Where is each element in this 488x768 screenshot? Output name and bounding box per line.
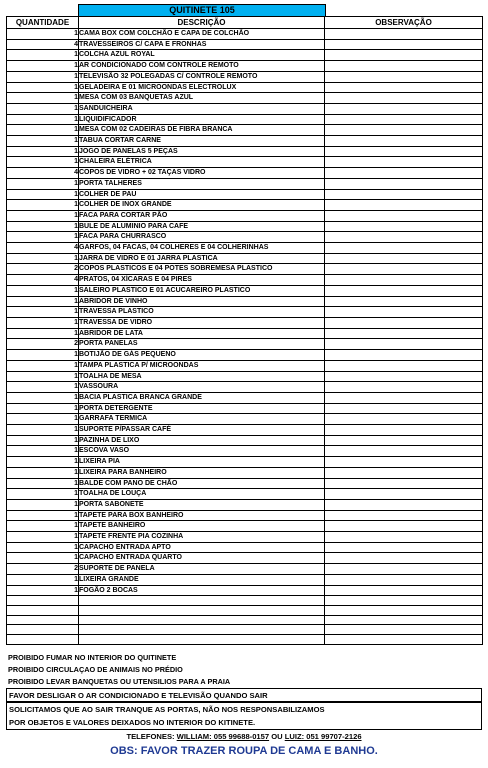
table-row — [7, 29, 483, 40]
row-description: SALEIRO PLASTICO E 01 ACUCAREIRO PLASTICO — [79, 285, 325, 296]
table-row — [7, 392, 483, 403]
row-description: MESA COM 02 CADEIRAS DE FIBRA BRANCA — [79, 125, 325, 136]
row-description: CAMA BOX COM COLCHÃO E CAPA DE COLCHÃO — [79, 29, 325, 40]
row-description: COLCHA AZUL ROYAL — [79, 50, 325, 61]
row-observation[interactable] — [325, 467, 483, 478]
row-observation[interactable] — [325, 635, 483, 645]
row-description: TOALHA DE MESA — [79, 371, 325, 382]
rule-no-animals: PROIBIDO CIRCULAÇAO DE ANIMAIS NO PRÉDIO — [8, 665, 183, 674]
row-description: BACIA PLASTICA BRANCA GRANDE — [79, 392, 325, 403]
row-description: ESCOVA VASO — [79, 446, 325, 457]
obs-footer: OBS: FAVOR TRAZER ROUPA DE CAMA E BANHO. — [110, 745, 378, 757]
row-quantity: 1 — [7, 50, 79, 61]
row-description: BOTIJÃO DE GÁS PEQUENO — [79, 350, 325, 361]
table-row — [7, 553, 483, 564]
row-observation[interactable] — [325, 168, 483, 179]
table-row — [7, 39, 483, 50]
table-row — [7, 521, 483, 532]
row-quantity: 1 — [7, 425, 79, 436]
row-observation[interactable] — [325, 307, 483, 318]
row-observation[interactable] — [325, 489, 483, 500]
row-description: CAPACHO ENTRADA APTO — [79, 542, 325, 553]
table-row — [7, 542, 483, 553]
row-quantity: 1 — [7, 29, 79, 40]
row-quantity — [7, 625, 79, 635]
table-row — [7, 232, 483, 243]
row-quantity: 1 — [7, 253, 79, 264]
table-row — [7, 221, 483, 232]
row-observation[interactable] — [325, 532, 483, 543]
phones-separator: OU — [269, 732, 285, 741]
row-observation[interactable] — [325, 596, 483, 606]
row-quantity: 1 — [7, 189, 79, 200]
row-quantity: 1 — [7, 435, 79, 446]
row-quantity: 4 — [7, 168, 79, 179]
row-observation[interactable] — [325, 574, 483, 585]
table-row — [7, 189, 483, 200]
header-description: DESCRIÇÃO — [79, 17, 325, 29]
table-row — [7, 50, 483, 61]
notice-ac-text: FAVOR DESLIGAR O AR CONDICIONADO E TELEVISÃO QUANDO SAIR — [9, 691, 268, 700]
row-quantity: 1 — [7, 114, 79, 125]
notice-lock-line2: POR OBJETOS E VALORES DEIXADOS NO INTERIOR DO KITINETE. — [9, 718, 256, 727]
row-quantity: 4 — [7, 275, 79, 286]
table-row — [7, 360, 483, 371]
row-observation[interactable] — [325, 82, 483, 93]
row-description: LIXEIRA PIA — [79, 457, 325, 468]
table-row — [7, 93, 483, 104]
row-quantity: 1 — [7, 360, 79, 371]
table-row — [7, 178, 483, 189]
row-quantity: 1 — [7, 467, 79, 478]
row-observation[interactable] — [325, 39, 483, 50]
table-row — [7, 574, 483, 585]
row-description: PAZINHA DE LIXO — [79, 435, 325, 446]
row-description: PORTA DETERGENTE — [79, 403, 325, 414]
row-quantity: 1 — [7, 542, 79, 553]
sheet-title: QUITINETE 105 — [78, 4, 326, 17]
table-row — [7, 425, 483, 436]
table-row — [7, 478, 483, 489]
row-quantity: 1 — [7, 232, 79, 243]
row-observation[interactable] — [325, 564, 483, 575]
row-description: TABUA CORTAR CARNE — [79, 136, 325, 147]
table-row — [7, 371, 483, 382]
row-description: PORTA PANELAS — [79, 339, 325, 350]
row-quantity: 1 — [7, 553, 79, 564]
table-row — [7, 264, 483, 275]
table-header-row — [7, 17, 483, 29]
row-description: ABRIDOR DE VINHO — [79, 296, 325, 307]
row-observation[interactable] — [325, 71, 483, 82]
table-row — [7, 350, 483, 361]
row-description: PRATOS, 04 XÍCARAS E 04 PIRES — [79, 275, 325, 286]
row-description: TRAVESSA DE VIDRO — [79, 317, 325, 328]
table-row — [7, 585, 483, 596]
row-description: TOALHA DE LOUÇA — [79, 489, 325, 500]
table-row — [7, 103, 483, 114]
row-quantity: 1 — [7, 307, 79, 318]
row-quantity: 1 — [7, 489, 79, 500]
row-observation[interactable] — [325, 178, 483, 189]
table-row — [7, 328, 483, 339]
row-observation[interactable] — [325, 425, 483, 436]
row-description: BALDE COM PANO DE CHÃO — [79, 478, 325, 489]
row-description: BULE DE ALUMINIO PARA CAFE — [79, 221, 325, 232]
table-row — [7, 635, 483, 645]
row-description: VASSOURA — [79, 382, 325, 393]
row-observation[interactable] — [325, 189, 483, 200]
row-observation[interactable] — [325, 499, 483, 510]
table-row — [7, 615, 483, 625]
row-quantity — [7, 615, 79, 625]
row-description: GARRAFA TERMICA — [79, 414, 325, 425]
row-quantity: 1 — [7, 210, 79, 221]
row-observation[interactable] — [325, 510, 483, 521]
row-observation[interactable] — [325, 350, 483, 361]
row-quantity: 1 — [7, 371, 79, 382]
header-observation: OBSERVAÇÃO — [325, 17, 483, 29]
row-quantity: 4 — [7, 39, 79, 50]
row-description: CHALEIRA ELÉTRICA — [79, 157, 325, 168]
table-row — [7, 339, 483, 350]
row-quantity: 1 — [7, 61, 79, 72]
row-quantity: 4 — [7, 243, 79, 254]
row-description: TELEVISÃO 32 POLEGADAS C/ CONTROLE REMOTO — [79, 71, 325, 82]
row-quantity: 1 — [7, 382, 79, 393]
row-quantity: 1 — [7, 317, 79, 328]
row-quantity — [7, 605, 79, 615]
row-observation[interactable] — [325, 243, 483, 254]
phones-line — [6, 731, 482, 743]
table-row — [7, 317, 483, 328]
row-observation[interactable] — [325, 585, 483, 596]
table-row — [7, 382, 483, 393]
table-row — [7, 61, 483, 72]
row-quantity: 1 — [7, 392, 79, 403]
row-quantity: 1 — [7, 103, 79, 114]
row-quantity: 1 — [7, 296, 79, 307]
row-description: COPOS PLASTICOS E 04 POTES SOBREMESA PLASTICO — [79, 264, 325, 275]
row-quantity: 1 — [7, 510, 79, 521]
rule-no-smoking: PROIBIDO FUMAR NO INTERIOR DO QUITINETE — [8, 653, 177, 662]
row-quantity: 1 — [7, 157, 79, 168]
row-description: FACA PARA CORTAR PÃO — [79, 210, 325, 221]
table-row — [7, 489, 483, 500]
row-description: TRAVESSA PLASTICO — [79, 307, 325, 318]
row-description: LIQUIDIFICADOR — [79, 114, 325, 125]
table-row — [7, 596, 483, 606]
row-description: FACA PARA CHURRASCO — [79, 232, 325, 243]
phone-william[interactable]: WILLIAM: 055 99688-0157 — [176, 732, 270, 741]
table-row — [7, 532, 483, 543]
row-quantity: 1 — [7, 521, 79, 532]
row-description: TRAVESSEIROS C/ CAPA E FRONHAS — [79, 39, 325, 50]
table-row — [7, 403, 483, 414]
row-observation[interactable] — [325, 625, 483, 635]
row-description: GARFOS, 04 FACAS, 04 COLHERES E 04 COLHERINHAS — [79, 243, 325, 254]
row-quantity: 1 — [7, 585, 79, 596]
inventory-table — [6, 16, 483, 645]
row-observation[interactable] — [325, 542, 483, 553]
row-observation[interactable] — [325, 114, 483, 125]
row-quantity: 1 — [7, 446, 79, 457]
notice-ac — [6, 688, 482, 702]
row-description: COLHER DE PAU — [79, 189, 325, 200]
table-row — [7, 136, 483, 147]
row-observation[interactable] — [325, 253, 483, 264]
row-description — [79, 625, 325, 635]
row-description: SANDUICHEIRA — [79, 103, 325, 114]
row-observation[interactable] — [325, 200, 483, 211]
row-description: JOGO DE PANELAS 5 PEÇAS — [79, 146, 325, 157]
row-quantity: 1 — [7, 414, 79, 425]
row-observation[interactable] — [325, 328, 483, 339]
row-observation[interactable] — [325, 146, 483, 157]
row-description: TAPETE BANHEIRO — [79, 521, 325, 532]
row-description: JARRA DE VIDRO E 01 JARRA PLASTICA — [79, 253, 325, 264]
row-observation[interactable] — [325, 93, 483, 104]
row-observation[interactable] — [325, 125, 483, 136]
rules-block — [6, 652, 482, 688]
row-observation[interactable] — [325, 605, 483, 615]
row-description: ABRIDOR DE LATA — [79, 328, 325, 339]
row-description — [79, 596, 325, 606]
row-quantity: 1 — [7, 71, 79, 82]
row-quantity: 1 — [7, 178, 79, 189]
table-row — [7, 625, 483, 635]
row-quantity: 1 — [7, 146, 79, 157]
row-observation[interactable] — [325, 392, 483, 403]
table-row — [7, 307, 483, 318]
row-observation[interactable] — [325, 103, 483, 114]
row-description: COLHER DE INOX GRANDE — [79, 200, 325, 211]
table-row — [7, 435, 483, 446]
table-row — [7, 457, 483, 468]
row-observation[interactable] — [325, 478, 483, 489]
row-observation[interactable] — [325, 50, 483, 61]
table-row — [7, 467, 483, 478]
phones-prefix: TELEFONES: — [126, 732, 177, 741]
row-description — [79, 615, 325, 625]
row-quantity: 1 — [7, 350, 79, 361]
row-description: MESA COM 03 BANQUETAS AZUL — [79, 93, 325, 104]
row-description: LIXEIRA PARA BANHEIRO — [79, 467, 325, 478]
row-quantity: 1 — [7, 200, 79, 211]
row-quantity: 1 — [7, 328, 79, 339]
table-row — [7, 414, 483, 425]
row-observation[interactable] — [325, 285, 483, 296]
row-observation[interactable] — [325, 382, 483, 393]
row-observation[interactable] — [325, 553, 483, 564]
table-row — [7, 564, 483, 575]
row-description: TAPETE PARA BOX BANHEIRO — [79, 510, 325, 521]
row-quantity: 1 — [7, 403, 79, 414]
row-quantity: 1 — [7, 125, 79, 136]
row-observation[interactable] — [325, 221, 483, 232]
row-observation[interactable] — [325, 615, 483, 625]
row-quantity: 1 — [7, 136, 79, 147]
table-row — [7, 146, 483, 157]
row-quantity: 1 — [7, 532, 79, 543]
row-quantity: 2 — [7, 564, 79, 575]
row-observation[interactable] — [325, 339, 483, 350]
table-row — [7, 285, 483, 296]
row-observation[interactable] — [325, 414, 483, 425]
table-row — [7, 114, 483, 125]
table-row — [7, 499, 483, 510]
row-observation[interactable] — [325, 210, 483, 221]
row-observation[interactable] — [325, 457, 483, 468]
row-observation[interactable] — [325, 264, 483, 275]
row-description — [79, 605, 325, 615]
table-row — [7, 200, 483, 211]
rule-no-beach-items: PROIBIDO LEVAR BANQUETAS OU UTENSILIOS PARA A PRAIA — [8, 677, 231, 686]
row-quantity: 1 — [7, 93, 79, 104]
table-row — [7, 157, 483, 168]
row-observation[interactable] — [325, 296, 483, 307]
row-observation[interactable] — [325, 446, 483, 457]
row-quantity: 1 — [7, 221, 79, 232]
row-description: TAMPA PLASTICA P/ MICROONDAS — [79, 360, 325, 371]
row-observation[interactable] — [325, 232, 483, 243]
row-description: PORTA TALHERES — [79, 178, 325, 189]
table-row — [7, 253, 483, 264]
row-observation[interactable] — [325, 317, 483, 328]
row-description — [79, 635, 325, 645]
row-quantity: 1 — [7, 82, 79, 93]
row-description: LIXEIRA GRANDE — [79, 574, 325, 585]
row-description: TAPETE FRENTE PIA COZINHA — [79, 532, 325, 543]
row-observation[interactable] — [325, 521, 483, 532]
row-observation[interactable] — [325, 371, 483, 382]
row-quantity: 1 — [7, 574, 79, 585]
phone-luiz[interactable]: LUIZ: 051 99707-2126 — [284, 732, 362, 741]
table-row — [7, 210, 483, 221]
table-row — [7, 446, 483, 457]
row-description: SUPORTE DE PANELA — [79, 564, 325, 575]
notice-lock-line1: SOLICITAMOS QUE AO SAIR TRANQUE AS PORTAS, NÃO NOS RESPONSABILIZAMOS — [9, 705, 325, 714]
table-row — [7, 605, 483, 615]
row-description: PORTA SABONETE — [79, 499, 325, 510]
row-quantity: 1 — [7, 285, 79, 296]
row-observation[interactable] — [325, 157, 483, 168]
row-observation[interactable] — [325, 403, 483, 414]
row-observation[interactable] — [325, 435, 483, 446]
row-description: FOGÃO 2 BOCAS — [79, 585, 325, 596]
table-row — [7, 243, 483, 254]
header-quantity: QUANTIDADE — [7, 17, 79, 29]
row-observation[interactable] — [325, 61, 483, 72]
row-observation[interactable] — [325, 360, 483, 371]
row-quantity: 1 — [7, 499, 79, 510]
table-row — [7, 168, 483, 179]
row-quantity — [7, 635, 79, 645]
table-row — [7, 71, 483, 82]
row-quantity: 2 — [7, 339, 79, 350]
notice-lock — [6, 702, 482, 730]
row-observation[interactable] — [325, 29, 483, 40]
table-row — [7, 125, 483, 136]
table-row — [7, 296, 483, 307]
row-quantity: 1 — [7, 478, 79, 489]
row-description: CAPACHO ENTRADA QUARTO — [79, 553, 325, 564]
row-description: GELADEIRA E 01 MICROONDAS ELECTROLUX — [79, 82, 325, 93]
row-description: COPOS DE VIDRO + 02 TAÇAS VIDRO — [79, 168, 325, 179]
row-quantity — [7, 596, 79, 606]
row-quantity: 2 — [7, 264, 79, 275]
row-description: SUPORTE P/PASSAR CAFÉ — [79, 425, 325, 436]
table-row — [7, 275, 483, 286]
row-observation[interactable] — [325, 136, 483, 147]
row-quantity: 1 — [7, 457, 79, 468]
table-row — [7, 82, 483, 93]
table-row — [7, 510, 483, 521]
row-description: AR CONDICIONADO COM CONTROLE REMOTO — [79, 61, 325, 72]
row-observation[interactable] — [325, 275, 483, 286]
